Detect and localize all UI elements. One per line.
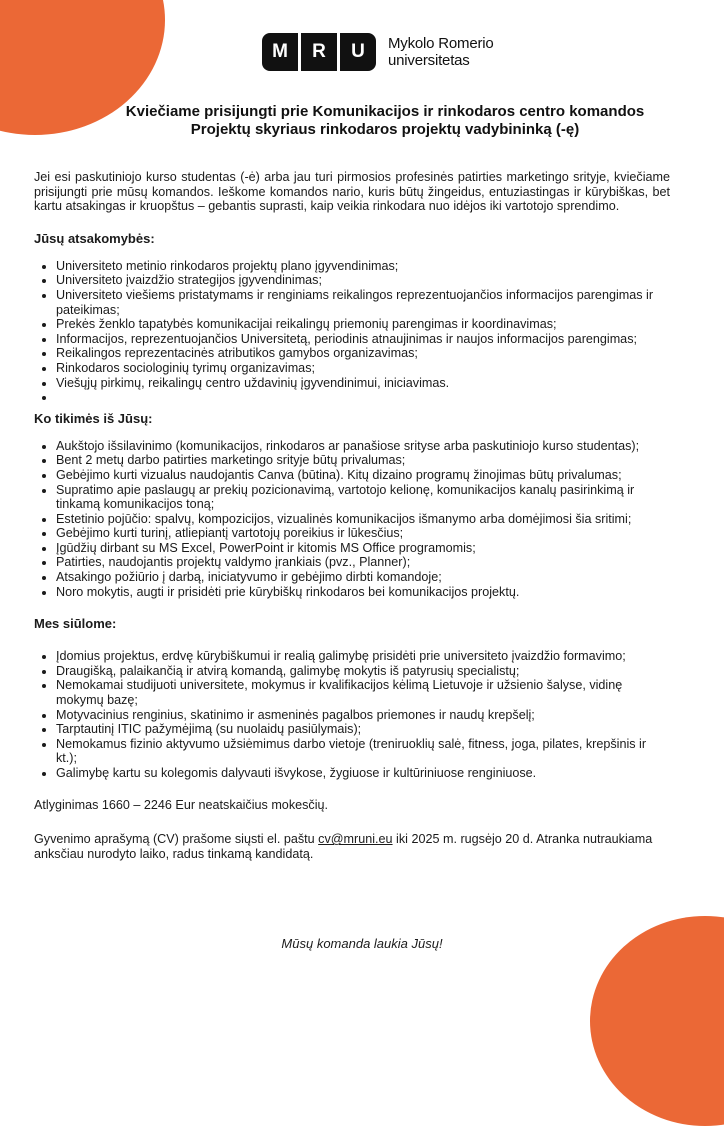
list-item: • Galimybę kartu su kolegomis dalyvauti išvykose, žygiuose ir kultūriniuose renginiuose. xyxy=(56,766,670,781)
list-item: • Aukštojo išsilavinimo (komunikacijos, rinkodaros ar panašiose srityse arba paskutiniojo kurso studentas); xyxy=(56,439,670,454)
list-item: • Gebėjimo kurti vizualus naudojantis Canva (būtina). Kitų dizaino programų žinojimas būtų privalumas; xyxy=(56,468,670,483)
list-item: • Motyvacinius renginius, skatinimo ir asmeninės pagalbos priemones ir naudų krepšelį; xyxy=(56,708,670,723)
list-item: • Informacijos, reprezentuojančios Universitetą, periodinis atnaujinimas ir naujos informacijos parengimas; xyxy=(56,332,670,347)
list-item: • Noro mokytis, augti ir prisidėti prie kūrybiškų rinkodaros bei komunikacijos projektų. xyxy=(56,585,670,600)
list-item: • Universiteto viešiems pristatymams ir renginiams reikalingos reprezentuojančios informacijos parengimas ir pateikimas; xyxy=(56,288,670,317)
list-item: • Supratimo apie paslaugų ar prekių pozicionavimą, vartotojo kelionę, komunikacijos kanalų pasirinkimą ir tinkamą komunikacijos toną; xyxy=(56,483,670,512)
logo-line-2: universitetas xyxy=(388,52,470,69)
list-item xyxy=(56,390,670,405)
document-body xyxy=(34,170,670,861)
list-item: • Įgūdžių dirbant su MS Excel, PowerPoint ir kitomis MS Office programomis; xyxy=(56,541,670,556)
offer-heading: Mes siūlome: xyxy=(34,616,117,632)
list-item: • Bent 2 metų darbo patirties marketingo srityje būtų privalumas; xyxy=(56,453,670,468)
logo-letter-u: U xyxy=(340,33,376,71)
list-item: • Universiteto metinio rinkodaros projektų plano įgyvendinimas; xyxy=(56,259,670,274)
mru-logo xyxy=(262,33,494,71)
list-item: • Patirties, naudojantis projektų valdymo įrankiais (pvz., Planner); xyxy=(56,555,670,570)
list-item: • Nemokamai studijuoti universitete, mokymus ir kvalifikacijos kėlimą Lietuvoje ir užsienio šalyse, vidinę mokymų bazę; xyxy=(56,678,670,707)
responsibilities-list xyxy=(34,259,670,405)
responsibilities-heading: Jūsų atsakomybės: xyxy=(34,230,155,246)
list-item: • Nemokamus fizinio aktyvumo užsiėmimus darbo vietoje (treniruoklių salė, fitness, joga, pilates, krepšinis ir kt.); xyxy=(56,737,670,766)
title-line-1: Kviečiame prisijungti prie Komunikacijos ir rinkodaros centro komandos xyxy=(125,103,645,120)
logo-wordmark xyxy=(388,35,494,69)
closing-text: Mūsų komanda laukia Jūsų! xyxy=(281,936,443,951)
email-link[interactable]: cv@mruni.eu xyxy=(318,832,393,847)
list-item: • Rinkodaros sociologinių tyrimų organizavimas; xyxy=(56,361,670,376)
expectations-heading: Ko tikimės iš Jūsų: xyxy=(34,410,153,426)
apply-text-before: Gyvenimo aprašymą (CV) prašome siųsti el. paštu xyxy=(34,832,319,847)
salary-text: Atlyginimas 1660 – 2246 Eur neatskaičius mokesčių. xyxy=(34,797,329,812)
list-item: • Gebėjimo kurti turinį, atliepiantį vartotojų poreikius ir lūkesčius; xyxy=(56,526,670,541)
apply-text xyxy=(34,832,670,861)
list-item: • Prekės ženklo tapatybės komunikacijai reikalingų priemonių parengimas ir koordinavimas; xyxy=(56,317,670,332)
offer-list xyxy=(34,649,670,780)
list-item: • Universiteto įvaizdžio strategijos įgyvendinimas; xyxy=(56,273,670,288)
title-line-2: Projektų skyriaus rinkodaros projektų vadybininką (-ę) xyxy=(190,121,580,138)
list-item: • Atsakingo požiūrio į darbą, iniciatyvumo ir gebėjimo dirbti komandoje; xyxy=(56,570,670,585)
list-item: • Įdomius projektus, erdvę kūrybiškumui ir realią galimybę prisidėti prie universiteto įvaizdžio formavimo; xyxy=(56,649,670,664)
list-item: • Estetinio pojūčio: spalvų, kompozicijos, vizualinės komunikacijos išmanymo arba domėjimosi šia sritimi; xyxy=(56,512,670,527)
list-item: • Tarptautinį ITIC pažymėjimą (su nuolaidų pasiūlymais); xyxy=(56,722,670,737)
list-item: • Viešųjų pirkimų, reikalingų centro uždavinių įgyvendinimui, iniciavimas. xyxy=(56,376,670,391)
logo-line-1: Mykolo Romerio xyxy=(388,35,494,52)
page-title xyxy=(80,103,690,139)
list-item: • Reikalingos reprezentacinės atributikos gamybos organizavimas; xyxy=(56,346,670,361)
intro-paragraph: Jei esi paskutiniojo kurso studentas (-ė) arba jau turi pirmosios profesinės patirties marketingo srityje, kviečiame prisijungti prie mūsų komandos. Ieškome komandos nario, kuris būtų žingeidus, entuziastingas ir kūrybiškas, bet kartu atsakingas ir kruopštus – gebantis suprasti, kaip veikia rinkodara nuo idėjos iki vartotojo sprendimo. xyxy=(34,170,670,214)
expectations-list xyxy=(34,439,670,600)
logo-letter-m: M xyxy=(262,33,298,71)
apply-text-after: iki 2025 m. rugsėjo 20 d. Atranka nutraukiama anksčiau nurodyto laiko, radus tinkamą kandidatą. xyxy=(34,832,653,861)
list-item: • Draugišką, palaikančią ir atvirą komandą, galimybę mokytis iš patyrusių specialistų; xyxy=(56,664,670,679)
logo-letter-r: R xyxy=(301,33,337,71)
